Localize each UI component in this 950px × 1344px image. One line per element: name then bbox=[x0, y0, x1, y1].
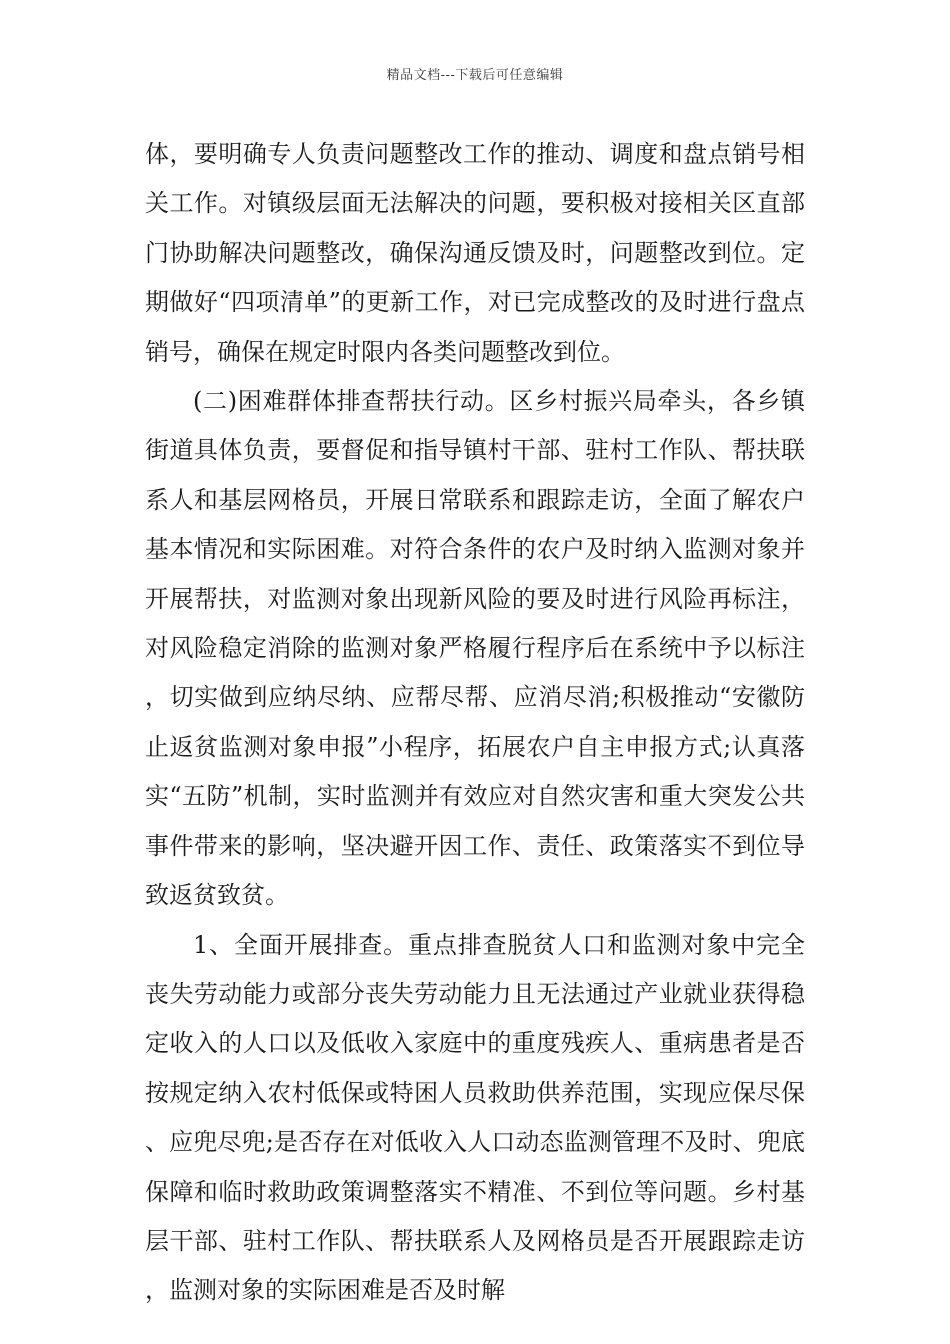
page-header: 精品文档---下载后可任意编辑 bbox=[386, 68, 564, 83]
paragraph-section-2: (二)困难群体排查帮扶行动。区乡村振兴局牵头，各乡镇街道具体负责，要督促和指导镇村干部、驻村工作队、帮扶联系人和基层网格员，开展日常联系和跟踪走访，全面了解农户基本情况和实际困难。对符合条件的农户及时纳入监测对象并开展帮扶，对监测对象出现新风险的要及时进行风险再标注，对风险稳定消除的监测对象严格履行程序后在系统中予以标注，切实做到应纳尽纳、应帮尽帮、应消尽消;积极推动“安徽防止返贫监测对象申报”小程序，拓展农户自主申报方式;认真落实“五防”机制，实时监测并有效应对自然灾害和重大突发公共事件带来的影响，坚决避开因工作、责任、政策落实不到位导致返贫致贫。 bbox=[145, 387, 805, 910]
paragraph-item-1: 1、全面开展排查。重点排查脱贫人口和监测对象中完全丧失劳动能力或部分丧失劳动能力且无法通过产业就业获得稳定收入的人口以及低收入家庭中的重度残疾人、重病患者是否按规定纳入农村低保或特困人员救助供养范围，实现应保尽保、应兜尽兜;是否存在对低收入人口动态监测管理不及时、兜底保障和临时救助政策调整落实不精准、不到位等问题。乡村基层干部、驻村工作队、帮扶联系人及网格员是否开展跟踪走访，监测对象的实际困难是否及时解 bbox=[145, 930, 805, 1305]
paragraph-continuation: 体，要明确专人负责问题整改工作的推动、调度和盘点销号相关工作。对镇级层面无法解决的问题，要积极对接相关区直部门协助解决问题整改，确保沟通反馈及时，问题整改到位。定期做好“四项清单”的更新工作，对已完成整改的及时进行盘点销号，确保在规定时限内各类问题整改到位。 bbox=[145, 140, 805, 366]
document-body bbox=[145, 130, 805, 1316]
